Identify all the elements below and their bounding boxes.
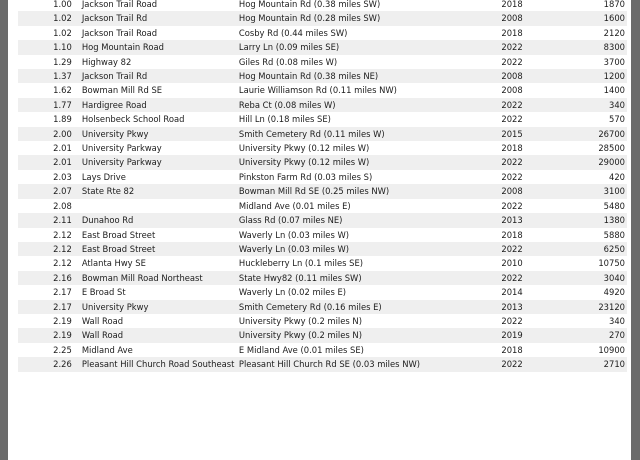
table-row	[18, 155, 627, 169]
mile-post-cell: 2.16	[18, 271, 82, 285]
mile-post-cell: 1.02	[18, 11, 82, 25]
nearest-road-cell: Hog Mountain Rd (0.38 miles SW)	[238, 0, 381, 9]
year-cell: 2014	[501, 287, 523, 298]
year-cell: 2022	[501, 114, 523, 125]
year-cell: 2008	[501, 85, 523, 96]
traffic-count-cell: 6250	[563, 242, 627, 256]
traffic-count-cell: 3100	[563, 184, 627, 198]
nearest-road-cell: Giles Rd (0.08 miles W)	[238, 56, 338, 67]
mile-post-cell: 2.26	[18, 357, 82, 371]
year-cell: 2022	[501, 56, 523, 67]
mile-post-cell: 2.12	[53, 258, 72, 269]
year-cell: 2010	[501, 258, 523, 269]
mile-post-cell: 2.08	[53, 200, 72, 211]
year-cell: 2022	[501, 315, 523, 326]
traffic-count-cell: 5480	[603, 200, 625, 211]
mile-post-cell: 2.17	[53, 287, 72, 298]
traffic-count-cell: 340	[563, 98, 627, 112]
road-name-cell: State Rte 82	[82, 184, 239, 198]
traffic-count-cell: 29000	[563, 155, 627, 169]
year-cell: 2022	[501, 40, 563, 54]
mile-post-cell: 1.00	[53, 0, 72, 9]
year-cell: 2008	[501, 11, 563, 25]
year-cell: 2022	[501, 242, 563, 256]
mile-post-cell: 1.10	[18, 40, 82, 54]
table-row	[18, 184, 627, 198]
traffic-count-cell: 26700	[563, 127, 627, 141]
year-cell: 2022	[501, 271, 563, 285]
nearest-road-cell: Cosby Rd (0.44 miles SW)	[238, 27, 348, 38]
road-name-cell: Lays Drive	[81, 171, 126, 182]
road-name-cell: Wall Road	[81, 315, 124, 326]
table-row	[18, 199, 627, 213]
nearest-road-cell: Midland Ave (0.01 miles E)	[238, 200, 351, 211]
table-row	[18, 228, 627, 242]
traffic-count-cell: 5880	[603, 229, 625, 240]
road-name-cell: Hog Mountain Road	[82, 40, 239, 54]
road-name-cell	[82, 199, 239, 213]
mile-post-cell: 1.29	[53, 56, 72, 67]
table-row	[18, 141, 627, 155]
traffic-count-cell: 1400	[603, 85, 625, 96]
road-name-cell: Bowman Mill Road Northeast	[82, 271, 239, 285]
table-row	[18, 300, 627, 314]
traffic-count-cell: 3040	[563, 271, 627, 285]
road-name-cell: Wall Road	[82, 328, 239, 342]
year-cell: 2019	[501, 328, 563, 342]
traffic-count-cell: 1200	[563, 69, 627, 83]
nearest-road-cell: Pinkston Farm Rd (0.03 miles S)	[238, 171, 373, 182]
road-name-cell: East Broad Street	[82, 242, 239, 256]
road-name-cell: University Pkwy	[82, 300, 239, 314]
nearest-road-cell: Smith Cemetery Rd (0.11 miles W)	[239, 127, 501, 141]
document-page	[8, 0, 631, 460]
table-row	[18, 112, 627, 126]
traffic-count-cell: 1380	[563, 213, 627, 227]
mile-post-cell: 2.19	[53, 315, 72, 326]
road-name-cell: Holsenbeck School Road	[81, 114, 185, 125]
year-cell: 2008	[501, 184, 563, 198]
nearest-road-cell: Reba Ct (0.08 miles W)	[239, 98, 501, 112]
year-cell: 2022	[501, 155, 563, 169]
table-row	[18, 314, 627, 328]
nearest-road-cell: Pleasant Hill Church Rd SE (0.03 miles NW)	[239, 357, 501, 371]
table-row	[18, 11, 627, 25]
year-cell: 2022	[501, 98, 563, 112]
table-row	[18, 55, 627, 69]
traffic-count-cell: 570	[609, 114, 625, 125]
nearest-road-cell: Huckleberry Ln (0.1 miles SE)	[238, 258, 364, 269]
traffic-count-cell: 23120	[563, 300, 627, 314]
table-row	[18, 357, 627, 371]
nearest-road-cell: University Pkwy (0.2 miles N)	[238, 315, 362, 326]
mile-post-cell: 2.25	[53, 344, 72, 355]
year-cell: 2013	[501, 213, 563, 227]
year-cell: 2018	[501, 143, 523, 154]
road-name-cell: Highway 82	[81, 56, 132, 67]
table-row	[18, 127, 627, 141]
mile-post-cell: 2.07	[18, 184, 82, 198]
table-row	[18, 256, 627, 270]
table-row	[18, 242, 627, 256]
road-name-cell: Dunahoo Rd	[82, 213, 239, 227]
mile-post-cell: 1.89	[53, 114, 72, 125]
traffic-count-cell: 3700	[603, 56, 625, 67]
mile-post-cell: 2.03	[53, 171, 72, 182]
mile-post-cell: 2.12	[53, 229, 72, 240]
nearest-road-cell: Smith Cemetery Rd (0.16 miles E)	[239, 300, 501, 314]
year-cell: 2013	[501, 300, 563, 314]
road-name-cell: East Broad Street	[81, 229, 156, 240]
table-row	[18, 40, 627, 54]
nearest-road-cell: University Pkwy (0.12 miles W)	[238, 143, 370, 154]
road-name-cell: Jackson Trail Rd	[82, 11, 239, 25]
table-row	[18, 213, 627, 227]
table-row	[18, 170, 627, 184]
year-cell: 2022	[501, 357, 563, 371]
nearest-road-cell: Larry Ln (0.09 miles SE)	[239, 40, 501, 54]
traffic-count-table	[18, 0, 627, 372]
table-row	[18, 26, 627, 40]
road-name-cell: Atlanta Hwy SE	[81, 258, 146, 269]
table-row	[18, 328, 627, 342]
road-name-cell: Jackson Trail Road	[81, 27, 158, 38]
nearest-road-cell: Hill Ln (0.18 miles SE)	[238, 114, 331, 125]
year-cell: 2018	[501, 27, 523, 38]
mile-post-cell: 2.11	[18, 213, 82, 227]
traffic-count-cell: 10750	[598, 258, 625, 269]
year-cell: 2008	[501, 69, 563, 83]
year-cell: 2015	[501, 127, 563, 141]
road-name-cell: University Pkwy	[82, 127, 239, 141]
road-name-cell: Midland Ave	[81, 344, 133, 355]
road-name-cell: University Parkway	[81, 143, 162, 154]
mile-post-cell: 2.19	[18, 328, 82, 342]
year-cell: 2018	[501, 344, 523, 355]
mile-post-cell: 1.77	[18, 98, 82, 112]
table-row	[18, 285, 627, 299]
year-cell: 2018	[501, 0, 523, 9]
mile-post-cell: 2.17	[18, 300, 82, 314]
road-name-cell: Pleasant Hill Church Road Southeast	[82, 357, 239, 371]
table-row	[18, 83, 627, 97]
table-row	[18, 0, 627, 11]
nearest-road-cell: Laurie Williamson Rd (0.11 miles NW)	[238, 85, 397, 96]
traffic-count-cell: 1600	[563, 11, 627, 25]
mile-post-cell: 2.00	[18, 127, 82, 141]
mile-post-cell: 1.37	[18, 69, 82, 83]
year-cell: 2022	[501, 200, 523, 211]
mile-post-cell: 1.62	[53, 85, 72, 96]
nearest-road-cell: Waverly Ln (0.03 miles W)	[239, 242, 501, 256]
road-name-cell: E Broad St	[81, 287, 126, 298]
traffic-count-cell: 4920	[603, 287, 625, 298]
traffic-count-cell: 10900	[598, 344, 625, 355]
year-cell: 2022	[501, 171, 523, 182]
mile-post-cell: 2.12	[18, 242, 82, 256]
nearest-road-cell: University Pkwy (0.2 miles N)	[239, 328, 501, 342]
nearest-road-cell: University Pkwy (0.12 miles W)	[239, 155, 501, 169]
traffic-count-cell: 2710	[563, 357, 627, 371]
table-row	[18, 271, 627, 285]
year-cell: 2018	[501, 229, 523, 240]
traffic-count-cell: 8300	[563, 40, 627, 54]
nearest-road-cell: Waverly Ln (0.03 miles W)	[238, 229, 350, 240]
nearest-road-cell: E Midland Ave (0.01 miles SE)	[238, 344, 364, 355]
road-name-cell: Jackson Trail Rd	[82, 69, 239, 83]
nearest-road-cell: State Hwy82 (0.11 miles SW)	[239, 271, 501, 285]
nearest-road-cell: Hog Mountain Rd (0.28 miles SW)	[239, 11, 501, 25]
traffic-count-cell: 420	[609, 171, 625, 182]
nearest-road-cell: Hog Mountain Rd (0.38 miles NE)	[239, 69, 501, 83]
traffic-count-cell: 28500	[598, 143, 625, 154]
mile-post-cell: 2.01	[18, 155, 82, 169]
road-name-cell: University Parkway	[82, 155, 239, 169]
traffic-count-cell: 1870	[603, 0, 625, 9]
table-row	[18, 69, 627, 83]
road-name-cell: Bowman Mill Rd SE	[81, 85, 163, 96]
table-row	[18, 343, 627, 357]
traffic-count-cell: 270	[563, 328, 627, 342]
road-name-cell: Hardigree Road	[82, 98, 239, 112]
nearest-road-cell: Bowman Mill Rd SE (0.25 miles NW)	[239, 184, 501, 198]
nearest-road-cell: Waverly Ln (0.02 miles E)	[238, 287, 347, 298]
mile-post-cell: 2.01	[53, 143, 72, 154]
traffic-count-cell: 340	[609, 315, 625, 326]
nearest-road-cell: Glass Rd (0.07 miles NE)	[239, 213, 501, 227]
traffic-count-cell: 2120	[603, 27, 625, 38]
mile-post-cell: 1.02	[53, 27, 72, 38]
table-row	[18, 98, 627, 112]
table-body	[18, 0, 627, 372]
road-name-cell: Jackson Trail Road	[81, 0, 158, 9]
